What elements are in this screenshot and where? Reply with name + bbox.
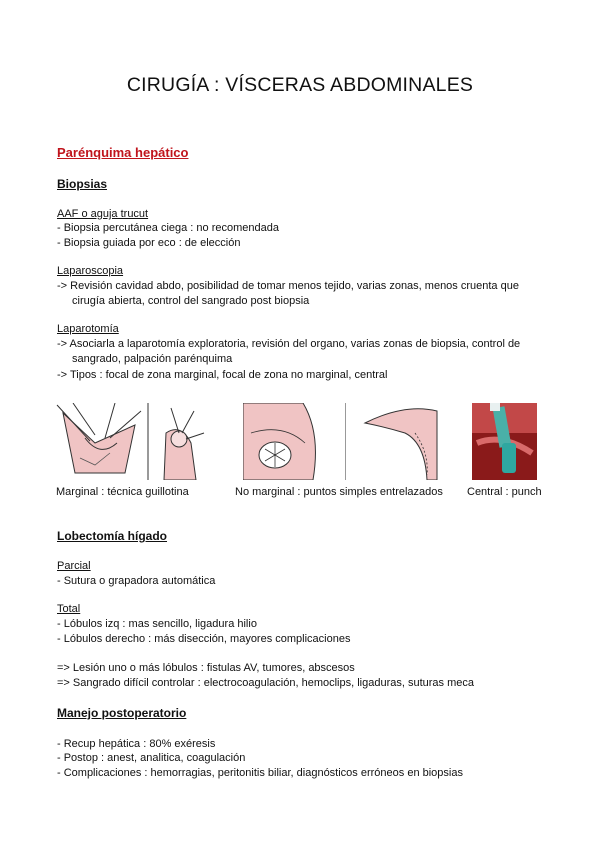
suture-illustration-2 — [345, 403, 441, 480]
aaf-line-1: - Biopsia percutánea ciega : no recomendada — [57, 222, 279, 234]
total-line-2: - Lóbulos derecho : más disección, mayores complicaciones — [57, 633, 351, 645]
section-heading: Parénquima hepático — [57, 145, 189, 160]
manejo-heading: Manejo postoperatorio — [57, 706, 187, 720]
guillotine-illustration-1 — [55, 403, 142, 480]
laparotomia-line-2: sangrado, palpación parénquima — [72, 353, 233, 365]
total-line-1: - Lóbulos izq : mas sencillo, ligadura hilio — [57, 618, 257, 630]
laparotomia-line-3: -> Tipos : focal de zona marginal, focal de zona no marginal, central — [57, 369, 388, 381]
caption-marginal: Marginal : técnica guillotina — [56, 486, 189, 498]
lobectomia-note-2: => Sangrado difícil controlar : electrocoagulación, hemoclips, ligaduras, suturas meca — [57, 677, 475, 689]
lobectomia-note-1: => Lesión uno o más lóbulos : fistulas AV, tumores, abscesos — [57, 662, 355, 674]
suture-illustration-1 — [243, 403, 323, 480]
caption-central: Central : punch — [467, 486, 542, 498]
page-title: CIRUGÍA : VÍSCERAS ABDOMINALES — [126, 74, 474, 96]
manejo-line-2: - Postop : anest, analitica, coagulación — [57, 752, 246, 764]
lobectomia-heading: Lobectomía hígado — [57, 529, 168, 543]
parcial-heading: Parcial — [57, 560, 91, 572]
laparotomia-line-1: -> Asociarla a laparotomía exploratoria, revisión del organo, varias zonas de biopsia, control de — [57, 338, 521, 350]
caption-no-marginal: No marginal : puntos simples entrelazados — [235, 486, 443, 498]
laparoscopia-heading: Laparoscopia — [57, 265, 124, 277]
punch-photo — [472, 403, 537, 480]
aaf-heading: AAF o aguja trucut — [57, 208, 149, 220]
biopsias-heading: Biopsias — [57, 177, 108, 191]
total-heading: Total — [57, 603, 81, 615]
parcial-line: - Sutura o grapadora automática — [57, 575, 216, 587]
guillotine-illustration-2 — [146, 403, 208, 480]
laparotomia-heading: Laparotomía — [57, 323, 119, 335]
laparoscopia-line-2: cirugía abierta, control del sangrado post biopsia — [72, 295, 310, 307]
laparoscopia-line-1: -> Revisión cavidad abdo, posibilidad de tomar menos tejido, varias zonas, menos cruenta que — [57, 280, 519, 292]
aaf-line-2: - Biopsia guiada por eco : de elección — [57, 237, 241, 249]
manejo-line-3: - Complicaciones : hemorragias, peritonitis biliar, diagnósticos erróneos en biopsias — [57, 767, 463, 779]
manejo-line-1: - Recup hepática : 80% exéresis — [57, 738, 216, 750]
